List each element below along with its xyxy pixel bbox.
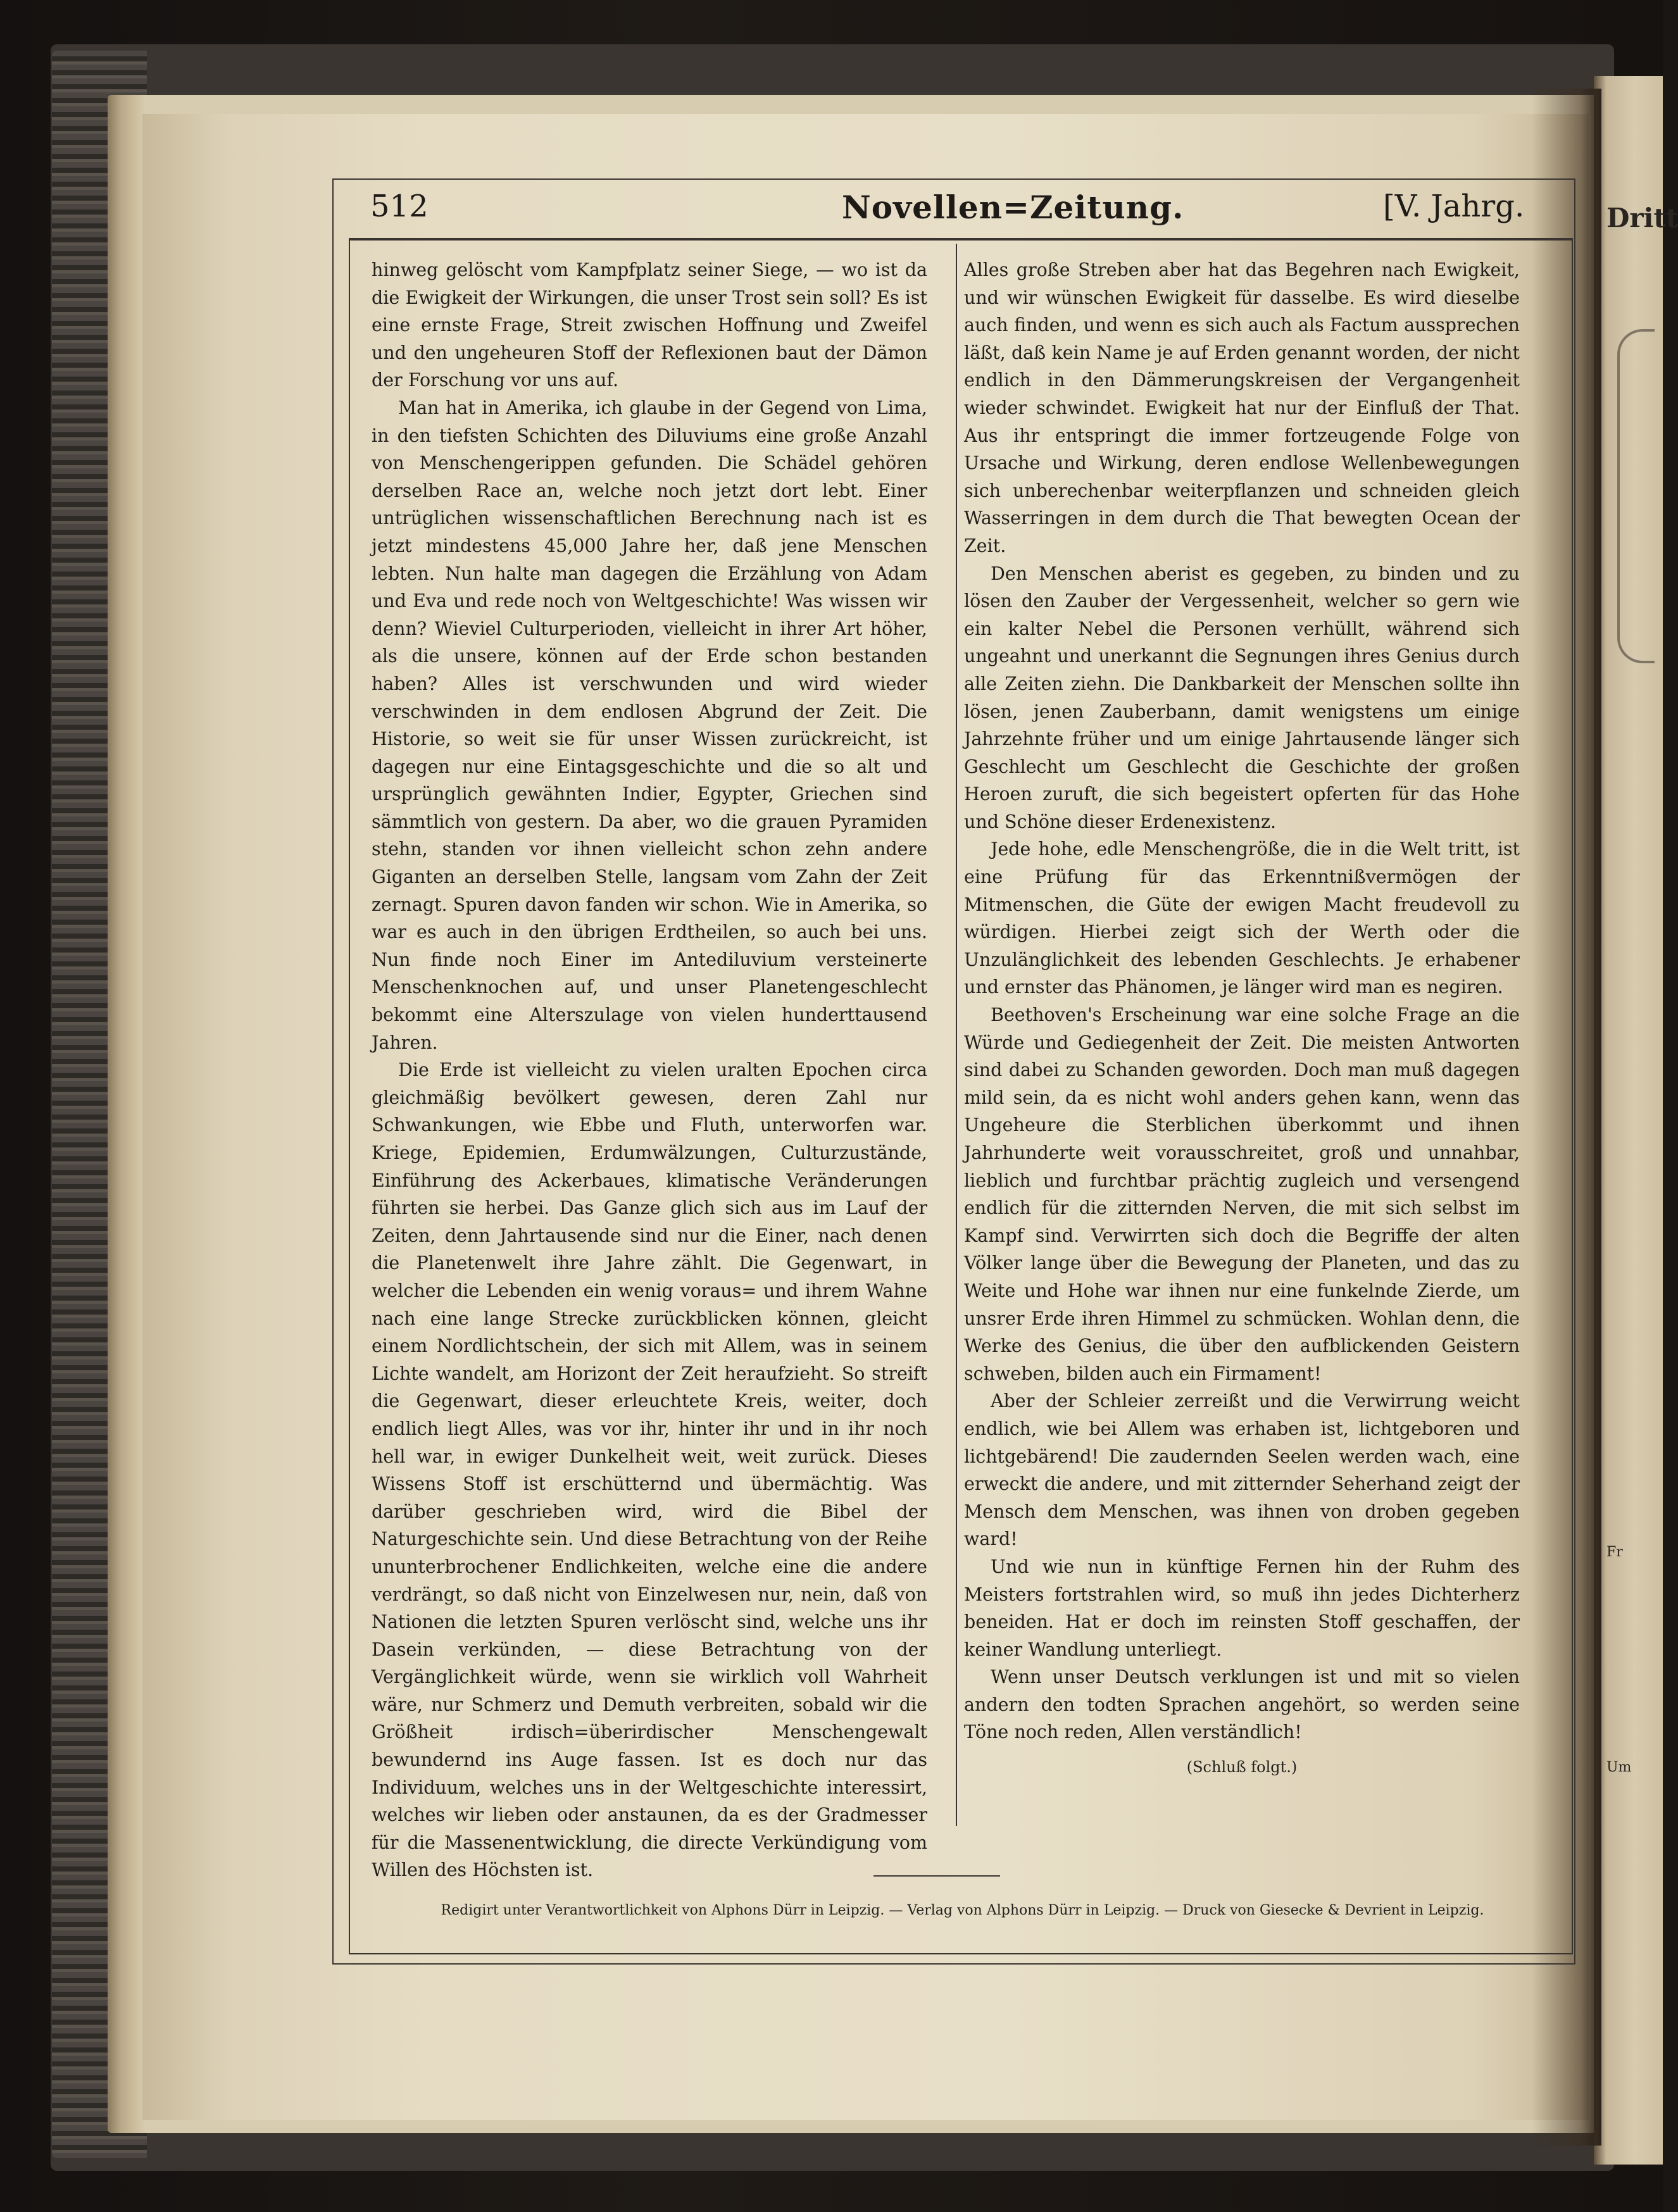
facing-page-ornament (1617, 329, 1655, 663)
paragraph: Den Menschen aberist es gegeben, zu binden und zu lösen den Zauber der Vergessenheit, welcher so gern wie ein kalter Nebel die Personen verhüllt, während sich ungeahnt und unerkannt die Segnungen ihres Genius durch alle Zeiten ziehn. Die Dankbarkeit der Menschen sollte ihn lösen, jenen Zauberbann, damit wenigstens um einige Jahrzehnte früher und um einige Jahrtausende länger sich Geschlecht um Geschlecht die Geschichte der großen Heroen zuruft, die sich begeistert opferten für das Hohe und Schöne dieser Erdenexistenz. (964, 563, 1520, 832)
paragraph: Beethoven's Erscheinung war eine solche Frage an die Würde und Gediegenheit der Zeit. Die meisten Antworten sind dabei zu Schanden geworden. Doch man muß dagegen mild sein, da es nicht wohl anders gehen kann, wenn das Ungeheure die Sterblichen überkommt und ihnen Jahrhunderte weit vorausschreitet, groß und unnahbar, lieblich und furchtbar prächtig zugleich und versengend endlich für die zitternden Nerven, die mit sich selbst im Kampf sind. Verwirrten sich doch die Begriffe der alten Völker lange über die Bewegung der Planeten, und das zu Weite und Hohe war ihnen nur eine funkelnde Zierde, um unsrer Erde ihren Himmel zu schmücken. Wohlan denn, die Werke des Genius, die über den aufblickenden Geistern schweben, bilden auch ein Firmament! (964, 1004, 1520, 1384)
paragraph: hinweg gelöscht vom Kampfplatz seiner Siege, — wo ist da die Ewigkeit der Wirkungen, die unser Trost sein soll? Es ist eine ernste Frage, Streit zwischen Hoffnung und Zweifel und den ungeheuren Stoff der Reflexionen baut der Dämon der Forschung vor uns auf. (372, 259, 927, 391)
paragraph: Und wie nun in künftige Fernen hin der Ruhm des Meisters fortstrahlen wird, so muß ihn jedes Dichterherz beneiden. Hat er doch im reinsten Stoff geschaffen, der keiner Wandlung unterliegt. (964, 1556, 1520, 1660)
right-column (964, 256, 1520, 1782)
publisher-imprint: Redigirt unter Verantwortlichkeit von Alphons Dürr in Leipzig. — Verlag von Alphons Dürr in Leipzig. — Druck von Giesecke & Devrient in Leipzig. (441, 1903, 1484, 1918)
header-rule (349, 238, 1573, 240)
masthead-title: Novellen=Zeitung. (842, 189, 1184, 226)
paragraph: Wenn unser Deutsch verklungen ist und mit so vielen andern den todten Sprachen angehört, so werden seine Töne noch reden, Allen verständlich! (964, 1666, 1520, 1743)
left-column (372, 256, 927, 1884)
paragraph: Die Erde ist vielleicht zu vielen uralten Epochen circa gleichmäßig bevölkert gewesen, deren Zahl nur Schwankungen, wie Ebbe und Fluth, unterworfen war. Kriege, Epidemien, Erdumwälzungen, Culturzustände, Einführung des Ackerbaues, klimatische Veränderungen führten sie herbei. Das Ganze glich sich aus im Lauf der Zeiten, denn Jahrtausende sind nur die Einer, nach denen die Planetenwelt ihre Jahre zählt. Die Gegenwart, in welcher die Lebenden ein wenig voraus= und ihrem Wahne nach eine lange Strecke zurückblicken können, gleicht einem Nordlichtschein, der sich mit Allem, was in seinem Lichte wandelt, am Horizont der Zeit heraufzieht. So streift die Gegenwart, dieser erleuchtete Kreis, weiter, doch endlich liegt Alles, was vor ihr, hinter ihr und in ihr noch hell war, in ewiger Dunkelheit weit, weit zurück. Dieses Wissens Stoff ist erschütternd und übermächtig. Was darüber geschrieben wird, wird die Bibel der Naturgeschichte sein. Und diese Betrachtung von der Reihe ununterbrochener Endlichkeiten, welche eine die andere verdrängt, so daß nicht von Einzelwesen nur, nein, daß von Nationen die letzten Spuren verlöscht sind, welche uns ihr Dasein verkünden, — diese Betrachtung von der Vergänglichkeit würde, wenn sie wirklich voll Wahrheit wäre, nur Schmerz und Demuth verbreiten, sobald wir die Größheit irdisch=überirdischer Menschengewalt bewundernd ins Auge fassen. Ist es doch nur das Individuum, welches uns in der Weltgeschichte interessirt, welches wir lieben oder anstaunen, da es der Gradmesser für die Massenentwicklung, die directe Verkündigung vom Willen des Höchsten ist. (372, 1059, 927, 1881)
column-divider (956, 244, 957, 1826)
paragraph: Alles große Streben aber hat das Begehren nach Ewigkeit, und wir wünschen Ewigkeit für dasselbe. Es wird dieselbe auch finden, und wenn es sich auch als Factum aussprechen läßt, daß kein Name je auf Erden genannt worden, der nicht endlich in den Dämmerungskreisen der Vergangenheit wieder schwindet. Ewigkeit hat nur der Einfluß der That. Aus ihr entspringt die immer fortzeugende Folge von Ursache und Wirkung, deren endlose Wellenbewegungen sich unberechenbar weiterpflanzen und schneiden gleich Wasserringen in dem durch die That bewegten Ocean der Zeit. (964, 259, 1520, 556)
footer-rule (873, 1875, 1000, 1877)
facing-page-fragment: Um (1606, 1759, 1632, 1775)
paragraph: Jede hohe, edle Menschengröße, die in die Welt tritt, ist eine Prüfung für das Erkenntnißvermögen der Mitmenschen, die Güte der ewigen Macht freudevoll zu würdigen. Hierbei zeigt sich der Werth oder die Unzulänglichkeit des lebenden Geschlechts. Je erhabener und ernster das Phänomen, je länger wird man es negiren. (964, 839, 1520, 998)
paragraph: Man hat in Amerika, ich glaube in der Gegend von Lima, in den tiefsten Schichten des Diluviums eine große Anzahl von Menschengerippen gefunden. Die Schädel gehören derselben Race an, welche noch jetzt dort lebt. Einer untrüglichen wissenschaftlichen Berechnung nach ist es jetzt mindestens 45,000 Jahre her, daß jene Menschen lebten. Nun halte man dagegen die Erzählung von Adam und Eva und rede noch von Weltgeschichte! Was wissen wir denn? Wieviel Culturperioden, vielleicht in ihrer Art höher, als die unsere, können auf der Erde schon bestanden haben? Alles ist verschwunden und wird wieder verschwinden in dem endlosen Abgrund der Zeit. Die Historie, so weit sie für unser Wissen zurückreicht, ist dagegen nur eine Eintagsgeschichte und die so alt und ursprünglich gewähnten Indier, Egypter, Griechen sind sämmtlich von gestern. Da aber, wo die grauen Pyramiden stehn, standen vor ihnen vielleicht schon zehn andere Giganten an derselben Stelle, langsam vom Zahn der Zeit zernagt. Spuren davon fanden wir schon. Wie in Amerika, so war es auch in den übrigen Erdtheilen, so auch bei uns. Nun finde noch Einer im Antediluvium versteinerte Menschenknochen auf, und unser Planetengeschlecht bekommt eine Alterszulage von vielen hunderttausend Jahren. (372, 397, 927, 1053)
facing-page-header: Dritt (1606, 203, 1678, 234)
to-be-continued-note: (Schluß folgt.) (1186, 1758, 1298, 1777)
volume-label: [V. Jahrg. (1383, 189, 1525, 224)
page-number: 512 (370, 189, 429, 224)
facing-page-fragment: Fr (1606, 1544, 1623, 1560)
paragraph: Aber der Schleier zerreißt und die Verwirrung weicht endlich, wie bei Allem was erhaben ist, lichtgeboren und lichtgebärend! Die zaudernden Seelen werden wach, eine erweckt die andere, und mit zitternder Seherhand zeigt der Mensch dem Menschen, was ihnen von droben gegeben ward! (964, 1390, 1520, 1550)
